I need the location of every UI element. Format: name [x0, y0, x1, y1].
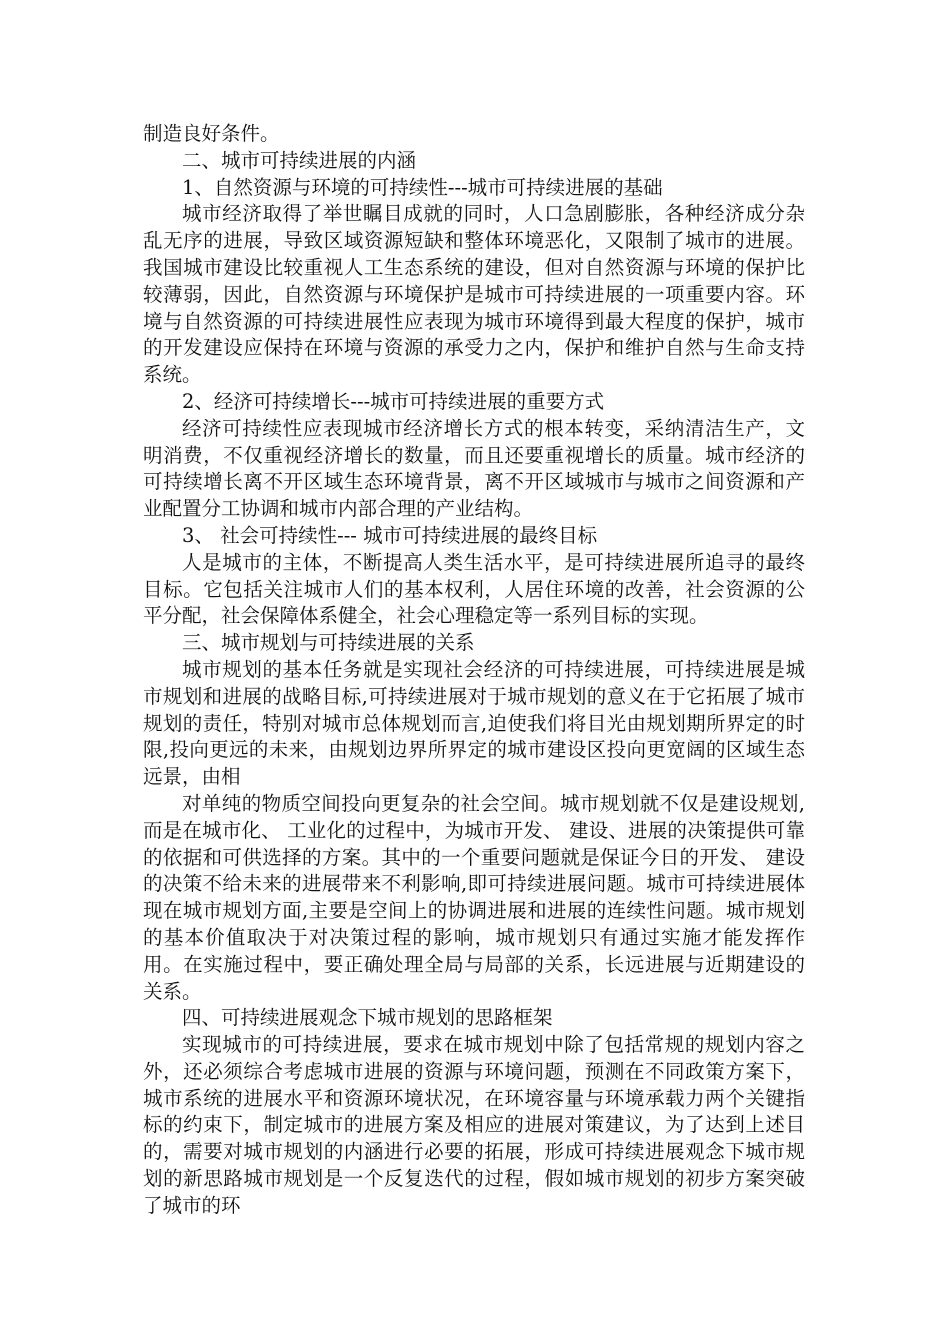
section-heading-3: 三、城市规划与可持续进展的关系 [182, 631, 475, 655]
body-paragraph: 人是城市的主体，不断提高人类生活水平，是可持续进展所追寻的最终目标。它包括关注城市人们的基本权利，人居住环境的改善，社会资源的公平分配，社会保障体系健全，社会心理稳定等一系列目标的实现。 [143, 550, 805, 628]
subsection-heading-1: 1、自然资源与环境的可持续性---城市可持续进展的基础 [182, 175, 663, 199]
section-heading-2: 二、城市可持续进展的内涵 [182, 148, 417, 172]
body-paragraph: 城市经济取得了举世瞩目成就的同时，人口急剧膨胀，各种经济成分杂乱无序的进展，导致区域资源短缺和整体环境恶化，又限制了城市的进展。我国城市建设比较重视人工生态系统的建设，但对自然资源与环境的保护比较薄弱，因此，自然资源与环境保护是城市可持续进展的一项重要内容。环境与自然资源的可持续进展性应表现为城市环境得到最大程度的保护，城市的开发建设应保持在环境与资源的承受力之内，保护和维护自然与生命支持系统。 [143, 202, 805, 387]
document-page [143, 121, 805, 1220]
body-paragraph: 经济可持续性应表现城市经济增长方式的根本转变，采纳清洁生产，文明消费，不仅重视经济增长的数量，而且还要重视增长的质量。城市经济的可持续增长离不开区域生态环境背景，离不开区域城市与城市之间资源和产业配置分工协调和城市内部合理的产业结构。 [143, 416, 805, 521]
body-paragraph: 实现城市的可持续进展，要求在城市规划中除了包括常规的规划内容之外，还必须综合考虑城市进展的资源与环境问题，预测在不同政策方案下，城市系统的进展水平和资源环境状况，在环境容量与环境承载力两个关键指标的约束下，制定城市的进展方案及相应的进展对策建议，为了达到上述目的，需要对城市规划的内涵进行必要的拓展，形成可持续进展观念下城市规划的新思路城市规划是一个反复迭代的过程，假如城市规划的初步方案突破了城市的环 [143, 1033, 805, 1217]
paragraph-continuation: 制造良好条件。 [143, 122, 280, 145]
subsection-heading-3: 3、 社会可持续性--- 城市可持续进展的最终目标 [182, 523, 598, 547]
body-paragraph: 城市规划的基本任务就是实现社会经济的可持续进展，可持续进展是城市规划和进展的战略目标,可持续进展对于城市规划的意义在于它拓展了城市规划的责任，特别对城市总体规划而言,迫使我们将目光由规划期所界定的时限,投向更远的未来，由规划边界所界定的城市建设区投向更宽阔的区域生态远景，由相 [143, 657, 805, 789]
subsection-heading-2: 2、经济可持续增长---城市可持续进展的重要方式 [182, 389, 605, 413]
section-heading-4: 四、可持续进展观念下城市规划的思路框架 [182, 1006, 553, 1030]
body-paragraph: 对单纯的物质空间投向更复杂的社会空间。城市规划就不仅是建设规划,而是在城市化、 工业化的过程中，为城市开发、 建设、进展的决策提供可靠的依据和可供选择的方案。其中的一个重要问题就是保证今日的开发、 建设的决策不给未来的进展带来不利影响,即可持续进展问题。城市可持续进展体现在城市规划方面,主要是空间上的协调进展和进展的连续性问题。城市规划的基本价值取决于对决策过程的影响，城市规划只有通过实施才能发挥作用。在实施过程中，要正确处理全局与局部的关系，长远进展与近期建设的关系。 [143, 791, 805, 1003]
